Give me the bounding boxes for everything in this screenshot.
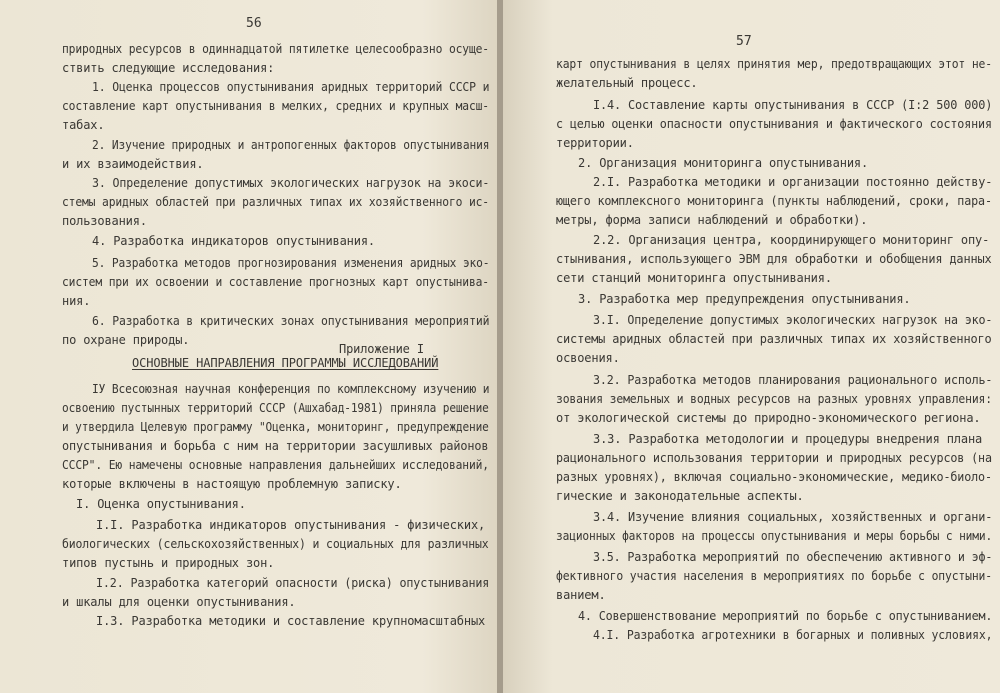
text-line: I.4. Составление карты опустынивания в СССР (I:2 500 000) — [593, 98, 993, 112]
text-line: рационального использования территории и природных ресурсов (на — [556, 451, 992, 465]
text-line: 2. Организация мониторинга опустынивания. — [578, 156, 869, 170]
page-number: 57 — [736, 34, 752, 49]
text-line: метры, форма записи наблюдений и обработки). — [556, 213, 868, 227]
text-line: освоению пустынных территорий СССР (Ашхабад-1981) приняла решение — [62, 401, 489, 415]
text-line: 3.2. Разработка методов планирования рационального исполь- — [593, 373, 993, 387]
text-line: составление карт опустынивания в мелких, средних и крупных масш- — [62, 99, 489, 113]
text-line: IУ Всесоюзная научная конференция по комплексному изучению и — [92, 382, 490, 396]
text-line: 5. Разработка методов прогнозирования изменения аридных эко- — [92, 256, 490, 270]
text-line: стынивания, использующего ЭВМ для обработки и обобщения данных — [556, 252, 992, 266]
text-line: сети станций мониторинга опустынивания. — [556, 271, 832, 285]
left-page — [0, 0, 497, 693]
text-line: I.2. Разработка категорий опасности (риска) опустынивания — [96, 576, 490, 590]
text-line: территории. — [556, 136, 634, 150]
page-number: 56 — [246, 16, 262, 31]
text-line: 1. Оценка процессов опустынивания аридных территорий СССР и — [92, 80, 490, 94]
text-line: гические и законодательные аспекты. — [556, 489, 804, 503]
text-line: опустынивания и борьба с ним на территории засушливых районов — [62, 439, 489, 453]
text-line: фективного участия населения в мероприятиях по борьбе с опустыни- — [556, 569, 992, 583]
text-line: освоения. — [556, 351, 620, 365]
text-line: биологических (сельскохозяйственных) и социальных для различных — [62, 537, 489, 551]
text-line: стемы аридных областей при различных типах их хозяйственного ис- — [62, 195, 489, 209]
text-line: 2.I. Разработка методики и организации постоянно действу- — [593, 175, 993, 189]
text-line: 2.2. Организация центра, координирующего мониторинг опу- — [593, 233, 990, 247]
text-line: ствить следующие исследования: — [62, 61, 275, 75]
text-line: табах. — [62, 118, 105, 132]
text-line: 3.4. Изучение влияния социальных, хозяйственных и органи- — [593, 510, 993, 524]
text-line: карт опустынивания в целях принятия мер, предотвращающих этот не- — [556, 57, 992, 71]
text-line: и утвердила Целевую программу "Оценка, мониторинг, предупреждение — [62, 420, 489, 434]
text-line: I. Оценка опустынивания. — [76, 497, 246, 511]
text-line: 2. Изучение природных и антропогенных факторов опустынивания — [92, 138, 490, 152]
appendix-label: Приложение I — [339, 342, 424, 356]
text-line: 6. Разработка в критических зонах опустынивания мероприятий — [92, 314, 490, 328]
text-line: зования земельных и водных ресурсов на разных уровнях управления: — [556, 392, 992, 406]
section-heading: ОСНОВНЫЕ НАПРАВЛЕНИЯ ПРОГРАММЫ ИССЛЕДОВАНИЙ — [132, 356, 439, 370]
text-line: 3. Определение допустимых экологических нагрузок на экоси- — [92, 176, 490, 190]
text-line: природных ресурсов в одиннадцатой пятилетке целесообразно осуще- — [62, 42, 489, 56]
right-page — [503, 0, 1000, 693]
text-line: системы аридных областей при различных типах их хозяйственного — [556, 332, 992, 346]
text-line: от экологической системы до природно-экономического региона. — [556, 411, 981, 425]
text-line: желательный процесс. — [556, 76, 698, 90]
text-line: 3.3. Разработка методологии и процедуры внедрения плана — [593, 432, 983, 446]
text-line: систем при их освоении и составление прогнозных карт опустынива- — [62, 275, 489, 289]
text-line: по охране природы. — [62, 333, 190, 347]
text-line: ванием. — [556, 588, 606, 602]
text-line: с целью оценки опасности опустынивания и фактического состояния — [556, 117, 992, 131]
text-line: ющего комплексного мониторинга (пункты наблюдений, сроки, пара- — [556, 194, 992, 208]
text-line: 3.I. Определение допустимых экологических нагрузок на эко- — [593, 313, 993, 327]
text-line: 4. Разработка индикаторов опустынивания. — [92, 234, 375, 248]
text-line: 3. Разработка мер предупреждения опустынивания. — [578, 292, 911, 306]
text-line: и их взаимодействия. — [62, 157, 204, 171]
text-line: СССР". Ею намечены основные направления дальнейших исследований, — [62, 458, 489, 472]
text-line: 4.I. Разработка агротехники в богарных и поливных условиях, — [593, 628, 993, 642]
text-line: I.I. Разработка индикаторов опустынивания - физических, — [96, 518, 486, 532]
text-line: ния. — [62, 294, 91, 308]
text-line: типов пустынь и природных зон. — [62, 556, 275, 570]
text-line: 3.5. Разработка мероприятий по обеспечению активного и эф- — [593, 550, 993, 564]
text-line: которые включены в настоящую проблемную записку. — [62, 477, 402, 491]
text-line: пользования. — [62, 214, 147, 228]
text-line: зационных факторов на процессы опустынивания и меры борьбы с ними. — [556, 529, 993, 543]
text-line: 4. Совершенствование мероприятий по борьбе с опустыниванием. — [578, 609, 993, 623]
text-line: разных уровнях), включая социально-экономические, медико-биоло- — [556, 470, 992, 484]
text-line: I.3. Разработка методики и составление крупномасштабных — [96, 614, 486, 628]
text-line: и шкалы для оценки опустынивания. — [62, 595, 296, 609]
